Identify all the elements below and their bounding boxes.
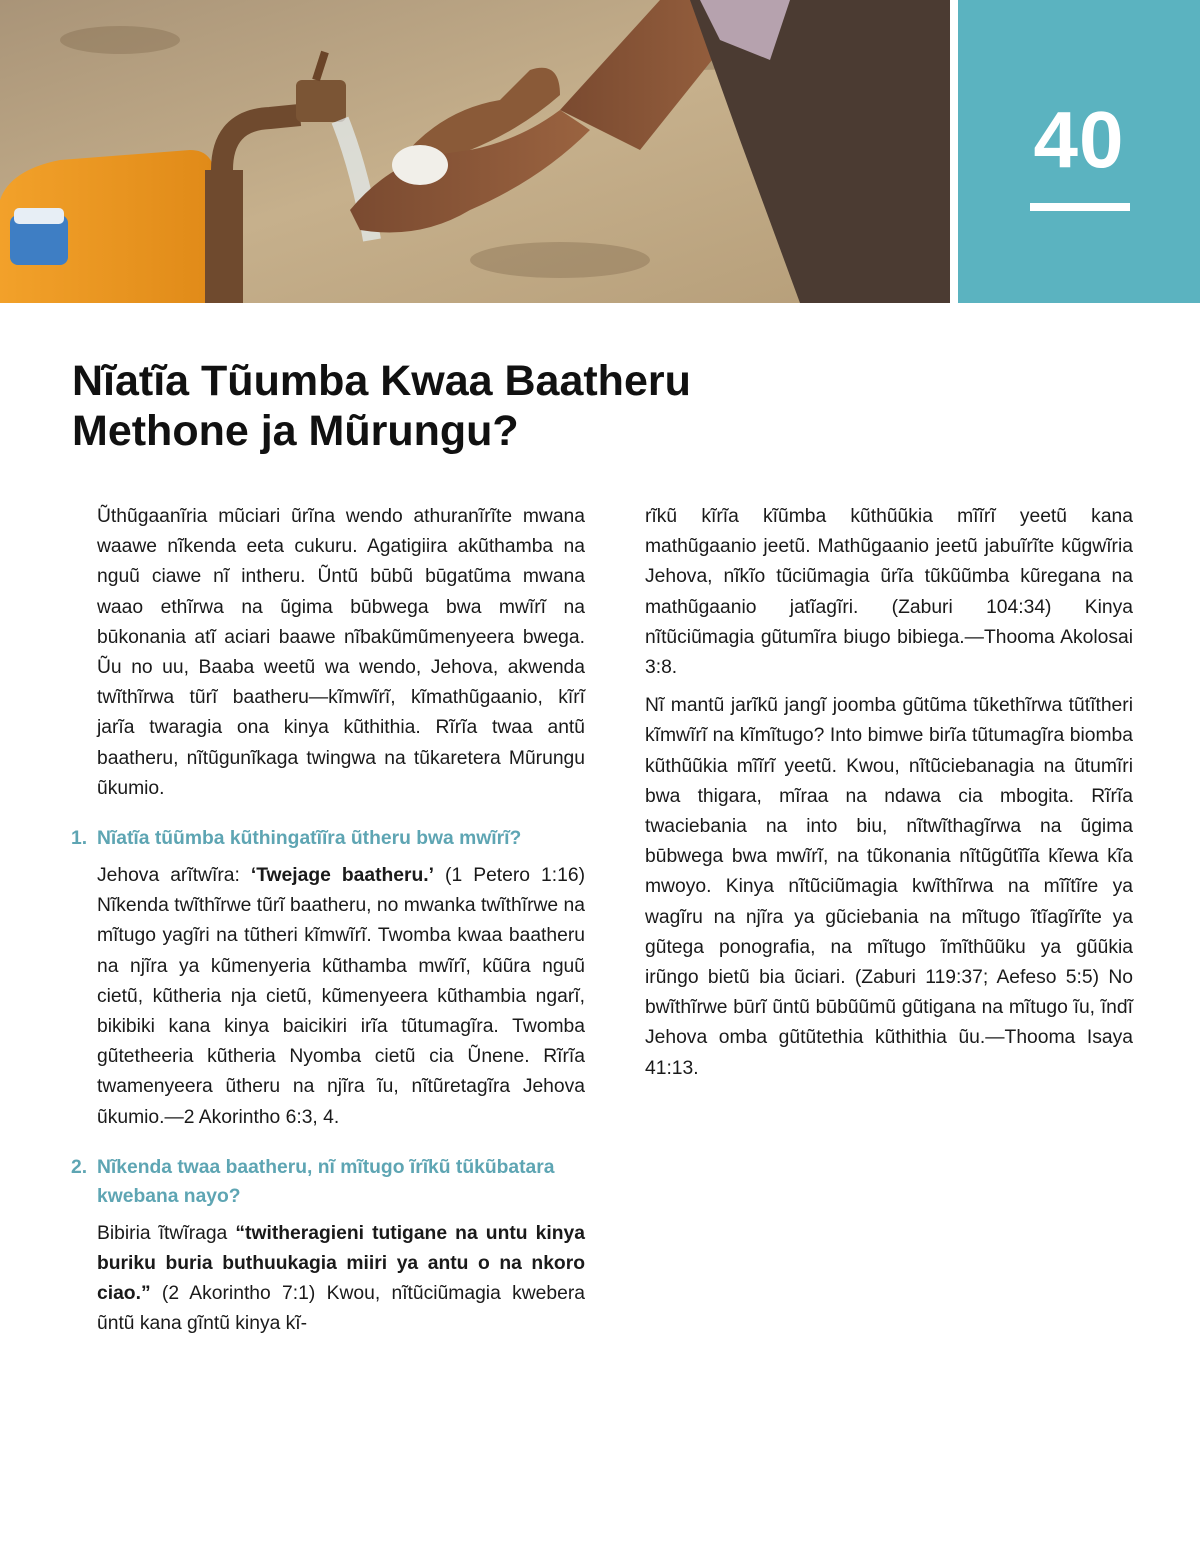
section-2-paragraph-2: Nĩ mantũ jarĩkũ jangĩ joomba gũtũma tũkethĩrwa tũtĩtheri kĩmwĩrĩ na kĩmĩtugo? Into bimwe birĩa tũtumagĩra biomba kũthũũkia mĩĩrĩ yeetũ. Kwou, nĩtũciebanagia na ũtumĩri bwa thigara, mĩraa na ndawa cia mbogita. Rĩrĩa twaciebania na into biu, nĩtwĩthagĩrwa na ũgima būbwega bwa mwĩrĩ, na tũkonania nĩtũgũtĩĩa kĩewa kĩa mwoyo. Kinya nĩtũciũmagia kwĩthĩrwa na mĩĩtĩre ya wagĩru na njĩra ya gũciebania na mĩtugo ĩtĩagĩrĩte ya gũtega ponografia, na mĩtugo ĩmĩthũũku ya gũũkia irũngo bietũ bia ũciari. (Zaburi 119:37; Aefeso 5:5) No bwĩthĩrwe būrĩ ũntũ būbũũmũ gũtigana na mĩtugo ĩu, ĩndĩ Jehova omba gũtũtethia kũthithia ũu.—Thooma Isaya 41:13. [645, 695, 1133, 1079]
text-run: Bibiria ĩtwĩraga [97, 1222, 236, 1244]
text-run: Jehova arĩtwĩra: [97, 865, 251, 887]
right-column [645, 502, 1133, 1092]
left-column [71, 502, 585, 1348]
scripture-quote: “twitheragieni tutigane na untu kinya buriku buria buthuukagia miiri ya antu o na nkoro ciao.” [97, 1222, 585, 1305]
question-2-heading [71, 1153, 585, 1211]
text-run: (1 Petero 1:16) Nĩkenda twĩthĩrwe tũrĩ baatheru, no mwanka twĩthĩrwe na mĩtugo yagĩri na tũtheri kĩmwĩrĩ. Twomba kwaa baatheru na njĩra ya kũmenyeria kũthamba mwĩrĩ, kũũra nguũ cietũ, kũtheria nja cietũ, kũmenyeera kũthambia ngarĩ, bikibiki kana kinya baicikiri irĩa tũtumagĩra. Twomba gũtetheeria kũtheria Nyomba cietũ cia Ũnene. Rĩrĩa twamenyeera ũtheru na njĩra ĩu, nĩtũretagĩra Jehova ũkumio.—2 Akorintho 6:3, 4. [97, 865, 585, 1128]
scripture-quote: ‘Twejage baatheru.’ [250, 865, 435, 887]
soap-icon [392, 145, 448, 185]
title-line-1: Nĩatĩa Tũumba Kwaa Baatheru [72, 357, 691, 405]
question-text: Nĩkenda twaa baatheru, nĩ mĩtugo ĩrĩkũ tũkũbatara kwebana nayo? [97, 1156, 555, 1207]
title-line-2: Methone ja Mũrungu? [72, 407, 519, 455]
question-text: Nĩatĩa tũũmba kũthingatĩĩra ũtheru bwa mwĩrĩ? [97, 828, 522, 850]
question-number: 1. [71, 828, 88, 850]
text-run: (2 Akorintho 7:1) Kwou, nĩtũciũmagia kwebera ũntũ kana gĩntũ kinya kĩ- [97, 1283, 585, 1335]
section-2-paragraph-start [97, 1219, 585, 1340]
page-title [72, 356, 872, 456]
lesson-number-badge [958, 0, 1200, 303]
lesson-number: 40 [1033, 95, 1125, 184]
intro-paragraph: Ũthũgaanĩria mũciari ũrĩna wendo athuranĩrĩte mwana waawe nĩkenda eeta cukuru. Agatigiira akũthamba na nguũ ciawe nĩ intheru. Ũntũ būbũ būgatũma mwana waao ethĩrwa na ũgima būbwega bwa mwĩrĩ na būkonania atĩ aciari baawe nĩbakũmũmenyeera bwega. Ũu no uu, Baaba weetũ wa wendo, Jehova, akwenda twĩthĩrwa tũrĩ baatheru—kĩmwĩrĩ, kĩmathũgaanio, kĩrĩ jarĩa twaragia ona kinya kũthithia. Rĩrĩa twaa antũ baatheru, nĩtũgunĩkaga twingwa na tũkaretera Mũrungu ũkumio. [97, 506, 585, 799]
question-1-heading [71, 824, 585, 853]
badge-underline [1030, 203, 1130, 211]
hero-image [0, 0, 950, 303]
question-number: 2. [71, 1156, 88, 1178]
section-2-paragraph-cont: rĩkũ kĩrĩa kĩũmba kũthũũkia mĩĩrĩ yeetũ kana mathũgaanio jeetũ. Mathũgaanio jeetũ jabuĩrĩte kũgwĩria Jehova, nĩkĩo tũciũmagia ũrĩa tũkũũmba kũregana na mathũgaanio jatĩagĩri. (Zaburi 104:34) Kinya nĩtũciũmagia gũtumĩra biugo bibiega.—Thooma Akolosai 3:8. [645, 506, 1133, 679]
jerrycan-icon [0, 150, 215, 303]
section-1-paragraph [97, 861, 585, 1133]
